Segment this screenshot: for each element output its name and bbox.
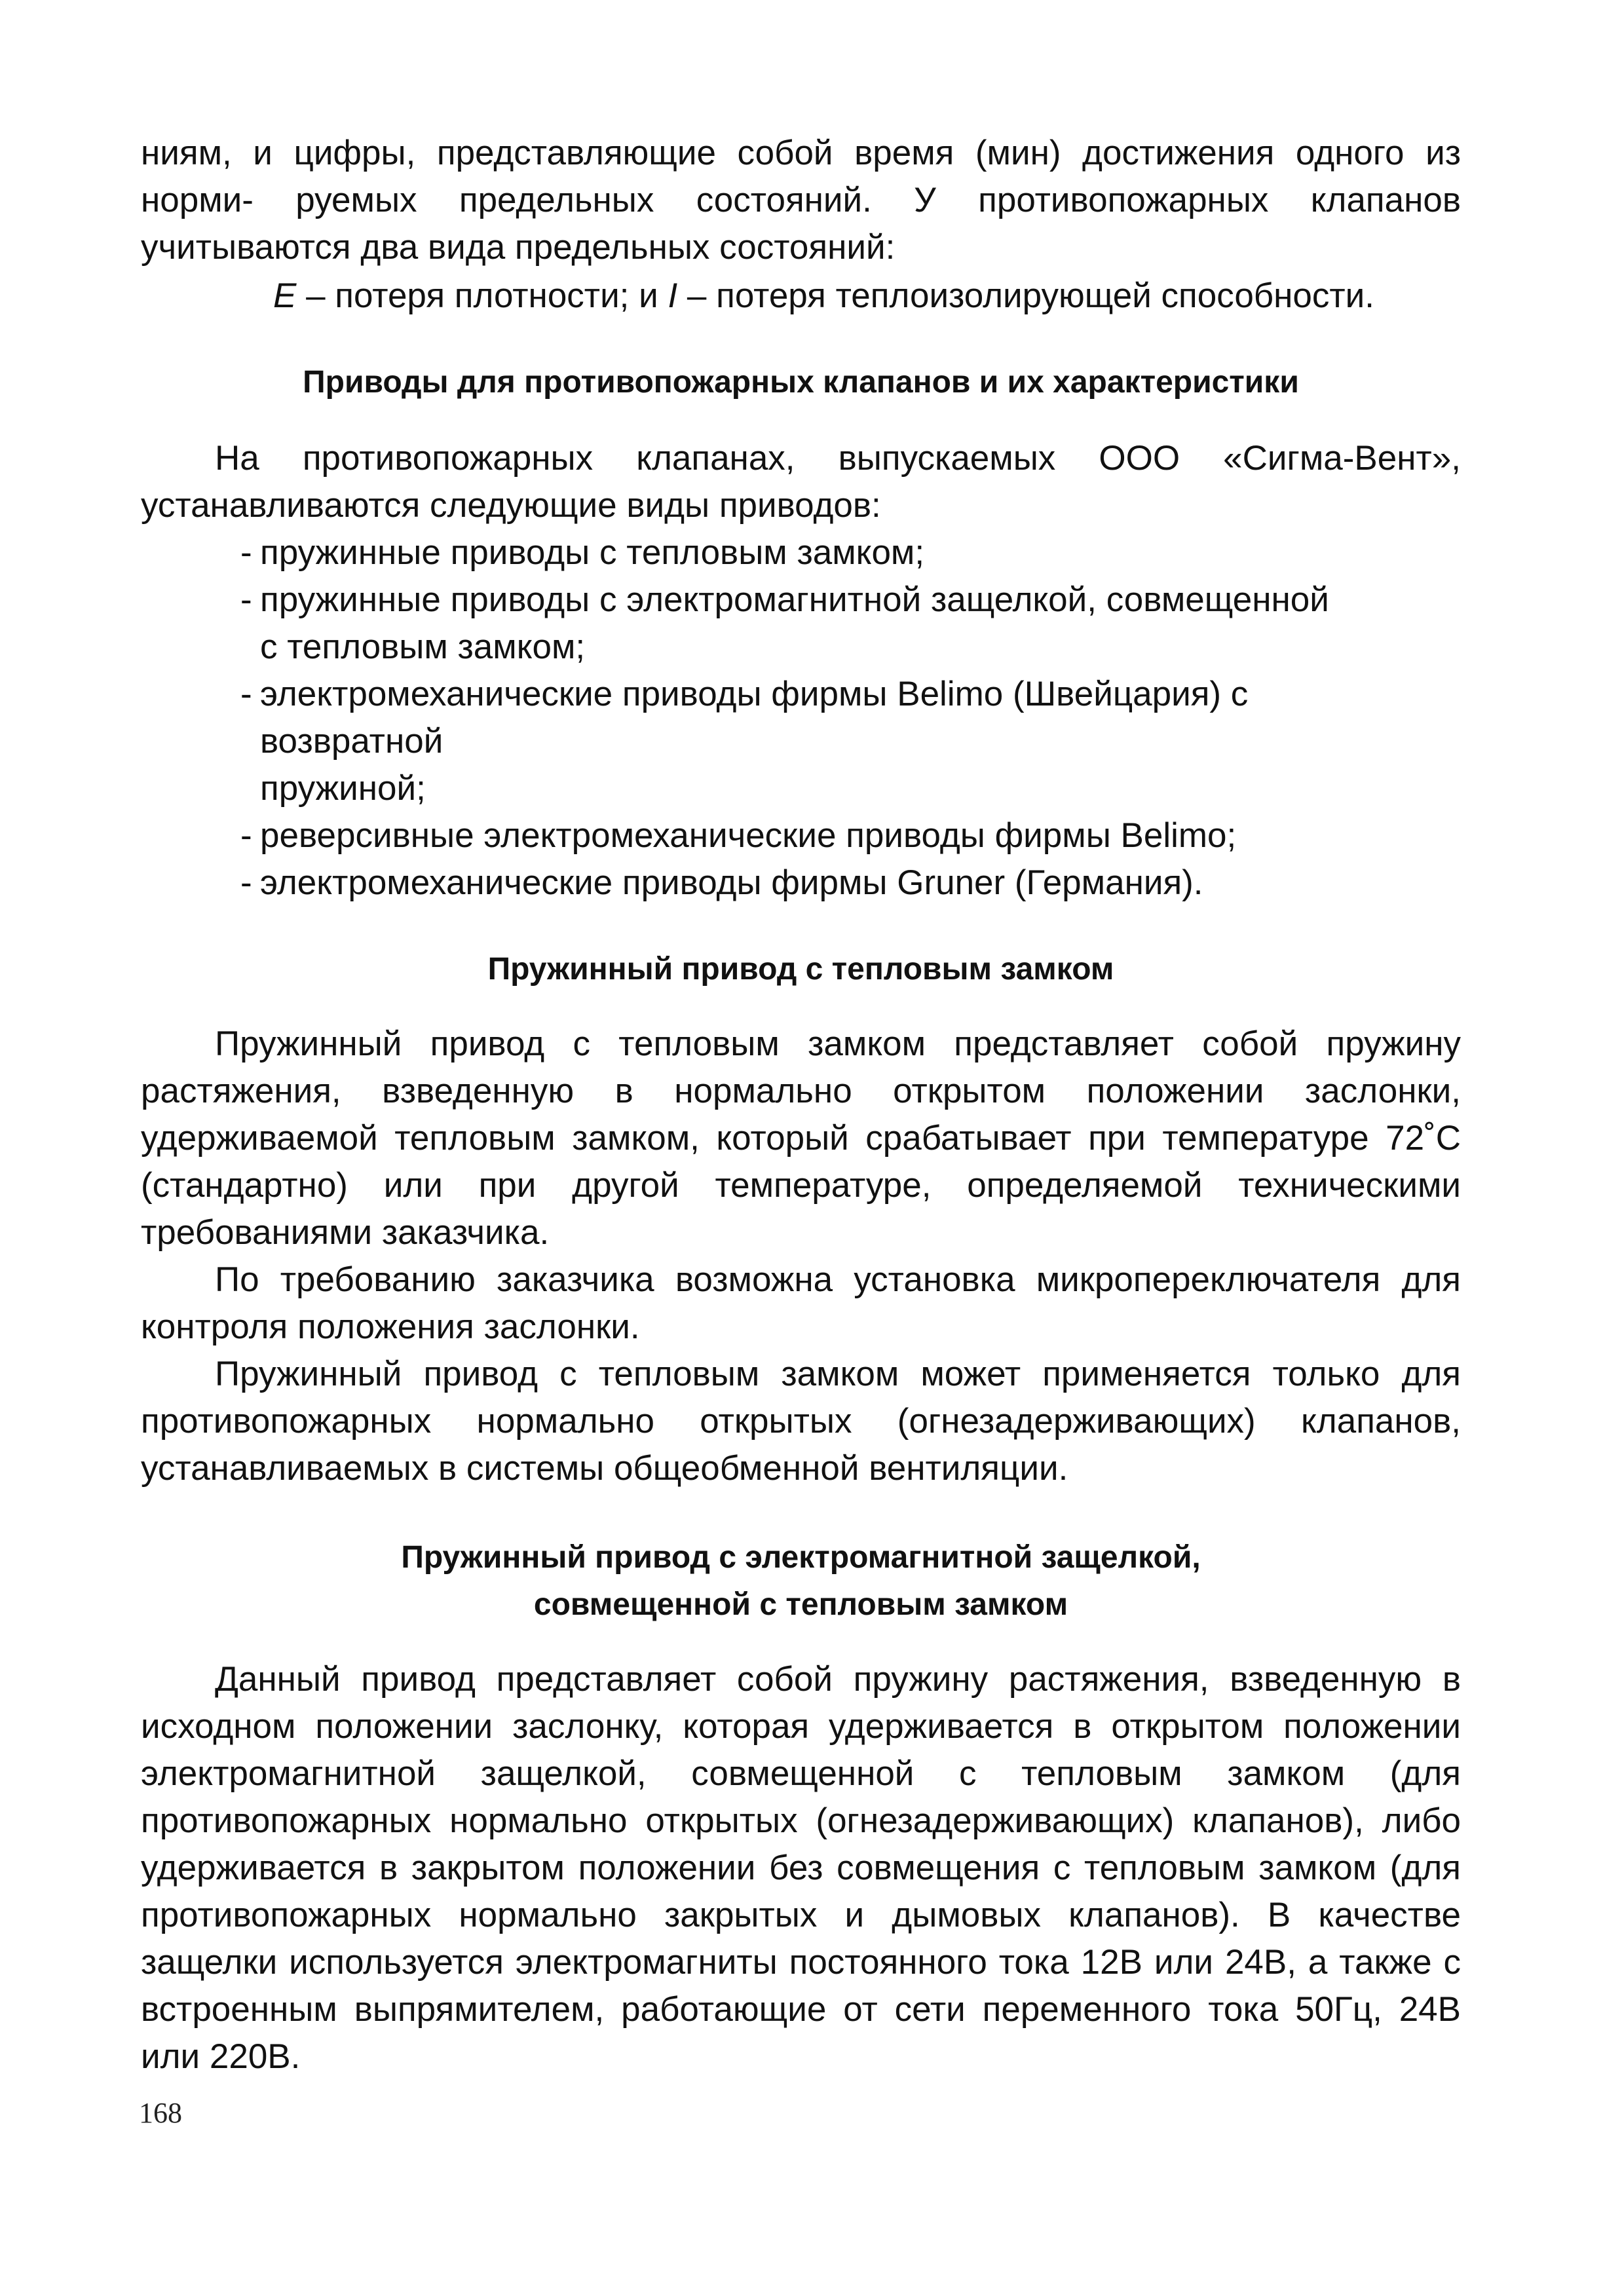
paragraph-line: ниям, и цифры, представляющие собой время (мин) достижения одного из норми- [141,134,1461,219]
paragraph: Пружинный привод с тепловым замком представляет собой пружину растяжения, взведенную в нормально открытом положении заслонки, удерживаемой тепловым замком, который срабатывает при температуре 72˚С (стандартно) или при другой температуре, определяемой техническими требованиями заказчика. [141,1025,1461,1252]
list-item: - электромеханические приводы фирмы Belimo (Швейцария) с возвратной пружиной; [240,671,1413,812]
section-heading: Приводы для противопожарных клапанов и их характеристики [303,365,1299,400]
paragraph: На противопожарных клапанах, выпускаемых ООО «Сигма-Вент», устанавливаются следующие виды приводов: [141,439,1461,525]
symbol-e: E [273,276,297,315]
actuator-list [141,529,1461,907]
list-item: - реверсивные электромеханические приводы фирмы Belimo; [240,812,1413,859]
paragraph: Пружинный привод с тепловым замком может применяется только для противопожарных нормально открытых (огнезадерживающих) клапанов, устанавливаемых в системы общеобменной вентиляции. [141,1355,1461,1488]
list-item: - пружинные приводы с тепловым замком; [240,529,1413,576]
paragraph: Данный привод представляет собой пружину растяжения, взведенную в исходном положении заслонку, которая удерживается в открытом положении электромагнитной защелкой, совмещенной с тепловым замком (для противопожарных нормально открытых (огнезадерживающих) клапанов), либо удерживается в закрытом положении без совмещения с тепловым замком (для противопожарных нормально закрытых и дымовых клапанов). В качестве защелки используется электромагниты постоянного тока 12В или 24В, а также с встроенным выпрямителем, работающие от сети переменного тока 50Гц, 24В или 220В. [141,1660,1461,2076]
paragraph-continuation [141,130,1461,271]
paragraph: По требованию заказчика возможна установка микропереключателя для контроля положения заслонки. [141,1260,1461,1346]
limit-state-text: – потеря плотности; и [296,276,668,315]
list-item: - пружинные приводы с электромагнитной защелкой, совмещенной с тепловым замком; [240,576,1413,671]
symbol-i: I [668,276,678,315]
section-heading [141,1534,1461,1628]
paragraph-line: предельных состояний: [514,228,896,267]
document-page [141,130,1461,2080]
paragraph-line: руемых предельных состояний. У противопожарных клапанов учитываются два вида [141,181,1461,267]
heading-line: совмещенной с тепловым замком [533,1587,1068,1622]
limit-state-text: – потеря теплоизолирующей способности. [677,276,1375,315]
section-heading: Пружинный привод с тепловым замком [487,952,1114,987]
heading-line: Пружинный привод с электромагнитной защелкой, [401,1540,1201,1575]
list-item: - электромеханические приводы фирмы Gruner (Германия). [240,859,1413,907]
limit-states-line [141,273,1461,320]
page-number: 168 [139,2097,182,2129]
